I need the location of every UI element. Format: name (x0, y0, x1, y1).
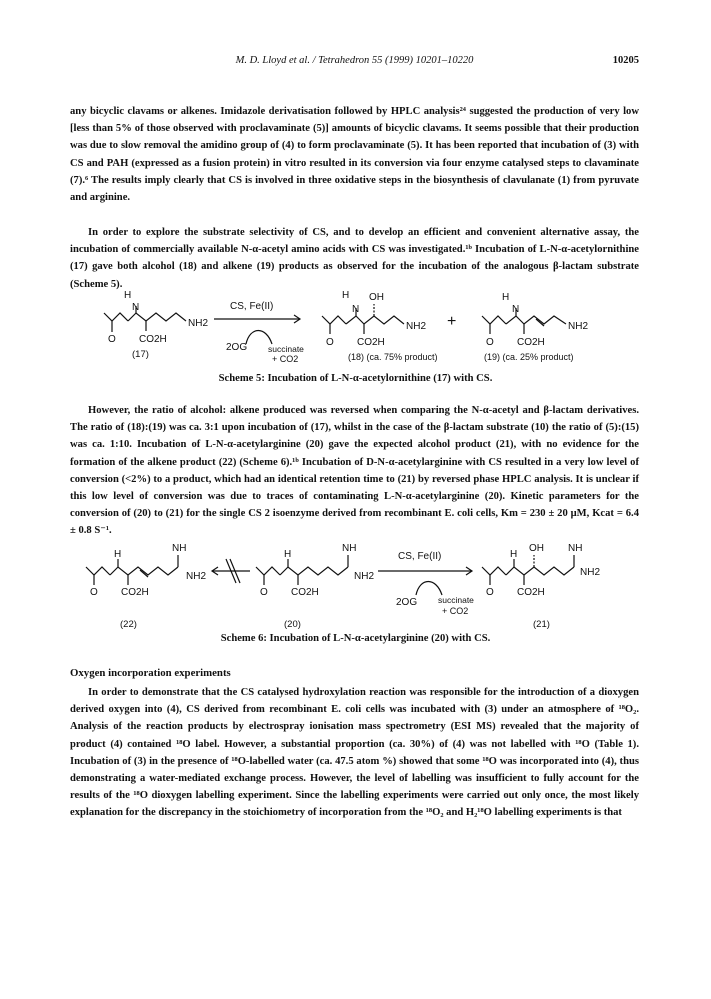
scheme-5-diagram (0, 286, 711, 376)
h-label-19: H (502, 292, 510, 303)
co2h-label-18: CO2H (357, 337, 385, 348)
co2h-label-22: CO2H (121, 587, 149, 598)
ornithine-chain-17 (128, 313, 186, 321)
compound-21-label: (21) (533, 619, 550, 630)
nh2-label-18: NH2 (406, 321, 427, 332)
running-head: M. D. Lloyd et al. / Tetrahedron 55 (1999) 10201–10220 (235, 55, 474, 66)
acetyl-chain-18 (322, 316, 346, 324)
scheme-6-diagram (0, 543, 711, 643)
cosubstrate-label-5: 2OG (226, 342, 248, 353)
byproduct-co2-6: + CO2 (442, 606, 469, 616)
byproduct-co2-5: + CO2 (272, 354, 299, 364)
ornithine-chain-18 (346, 316, 404, 324)
paragraph-2: In order to explore the substrate selectivity of CS, and to develop an efficient and convenient alternative assay, the incubation of commercially available N-α-acetyl amino acids with CS was investigated.¹ᵇ Incubation of L-N-α-acetylornithine (17) gave both alcohol (18) and alkene (19) products as observed for the incubation of the analogous β-lactam substrate (Scheme 5). (70, 227, 639, 290)
scheme-5-caption: Scheme 5: Incubation of L-N-α-acetylornithine (17) with CS. (218, 373, 493, 384)
h-label-18: H (342, 290, 350, 301)
reagents-label-5: CS, Fe(II) (230, 301, 274, 312)
paragraph-3: However, the ratio of alcohol: alkene produced was reversed when comparing the N-α-acetyl and β-lactam derivatives. The ratio of (18):(19) was ca. 3:1 upon incubation of (17), whilst in the case of the β-lactam substrate (10) the ratio of (5):(15) was ca. 1:10. Incubation of L-N-α-acetylarginine (20) gave the expected alcohol product (21), with no evidence for the formation of the alkene product (22) (Scheme 6).¹ᵇ Incubation of D-N-α-acetylarginine with CS resulted in a very low level of conversion (<2%) to a product, which had an identical retention time to (21) by reversed phase HPLC analysis. It is unclear if this low level of conversion was due to traces of contaminating L-N-α-acetylarginine (20). Kinetic parameters for the conversion of (20) to (21) for the single CS 2 isoenzyme derived from recombinant E. coli cells, Km = 230 ± 20 μM, Kcat = 6.4 ± 0.8 S⁻¹. (70, 405, 639, 537)
h-label-22: H (114, 549, 122, 560)
paragraph-1: any bicyclic clavams or alkenes. Imidazole derivatisation followed by HPLC analysis²⁴ suggested the production of very low [less than 5% of those observed with proclavaminate (5)] amounts of bicyclic clavams. It seems possible that their production was due to slow removal the amidino group of (4) to form proclavaminate (5). It has been reported that incubation of (3) with CS and PAH (expressed as a fusion protein) in vitro resulted in its conversion via four enzyme catalysed steps to clavaminate (7).⁶ The results imply clearly that CS is involved in three oxidative steps in the biosynthesis of clavulanate (1) from pyruvate and arginine. (70, 106, 639, 204)
compound-19-label: (19) (ca. 25% product) (484, 352, 574, 362)
page-header (70, 55, 639, 71)
nh-label-22: NH (172, 543, 187, 554)
co2h-label-17: CO2H (139, 334, 167, 345)
co2h-label-19: CO2H (517, 337, 545, 348)
o-label-18: O (326, 337, 334, 348)
compound-22-label: (22) (120, 619, 137, 630)
n-label-18: N (352, 304, 360, 315)
co2h-label-21: CO2H (517, 587, 545, 598)
acetyl-chain-22 (86, 567, 110, 575)
o-label-19: O (486, 337, 494, 348)
plus-sign-5: + (447, 313, 457, 330)
cosubstrate-label-6: 2OG (396, 597, 418, 608)
cosubstrate-curve-5 (246, 331, 272, 345)
h-label-17: H (124, 290, 132, 301)
nh2-label-20: NH2 (354, 571, 375, 582)
nh-label-21: NH (568, 543, 583, 554)
o-label-20: O (260, 587, 268, 598)
section-heading: Oxygen incorporation experiments (70, 667, 231, 679)
paragraph-4: In order to demonstrate that the CS catalysed hydroxylation reaction was responsible for the introduction of a dioxygen derived oxygen into (4), CS derived from recombinant E. coli cells was incubated with (3) under an atmosphere of ¹⁸O₂. Analysis of the reaction products by electrospray ionisation mass spectrometry (ESI MS) revealed that the majority of product (4) contained ¹⁸O label. However, a substantial proportion (ca. 30%) of (4) was not labelled with ¹⁸O (Table 1). Incubation of (3) in the presence of ¹⁸O-labelled water (ca. 47.5 atom %) showed that some ¹⁸O was incorporated into (4), thus demonstrating a water-mediated exchange process. However, the level of labelling was insufficient to fully account for the results of the ¹⁸O dioxygen labelling experiment. Since the labelling experiments were carried out only once, the most likely explanation for the discrepancy in the stoichiometry of incorporation from the ¹⁸O₂ and H₂¹⁸O labelling experiments is that (70, 687, 639, 819)
nh2-label-21: NH2 (580, 567, 601, 578)
compound-20-label: (20) (284, 619, 301, 630)
o-label-21: O (486, 587, 494, 598)
compound-18-label: (18) (ca. 75% product) (348, 352, 438, 362)
alkene-chain-19 (506, 316, 566, 324)
h-label-21: H (510, 549, 518, 560)
reagents-label-6: CS, Fe(II) (398, 551, 442, 562)
oh-label-21: OH (529, 543, 544, 554)
scheme-6-caption: Scheme 6: Incubation of L-N-α-acetylarginine (20) with CS. (220, 633, 491, 644)
o-label-17: O (108, 334, 116, 345)
page-number: 10205 (612, 55, 639, 66)
h-label-20: H (284, 549, 292, 560)
nh2-label-22: NH2 (186, 571, 207, 582)
acetyl-chain-19 (482, 316, 506, 324)
acetyl-chain-21 (482, 567, 506, 575)
o-label-22: O (90, 587, 98, 598)
acetyl-chain-17 (104, 313, 128, 321)
n-label-17: N (132, 302, 140, 313)
byproduct-succinate-6: succinate (438, 595, 474, 605)
arginine-chain-21 (506, 567, 574, 575)
nh-label-20: NH (342, 543, 357, 554)
byproduct-succinate-5: succinate (268, 344, 304, 354)
nh2-label-19: NH2 (568, 321, 589, 332)
arginine-chain-20 (280, 567, 348, 575)
compound-17-label: (17) (132, 349, 149, 360)
cosubstrate-curve-6 (416, 582, 442, 596)
nh2-label-17: NH2 (188, 318, 209, 329)
n-label-19: N (512, 304, 520, 315)
oh-label-18: OH (369, 292, 384, 303)
co2h-label-20: CO2H (291, 587, 319, 598)
acetyl-chain-20 (256, 567, 280, 575)
